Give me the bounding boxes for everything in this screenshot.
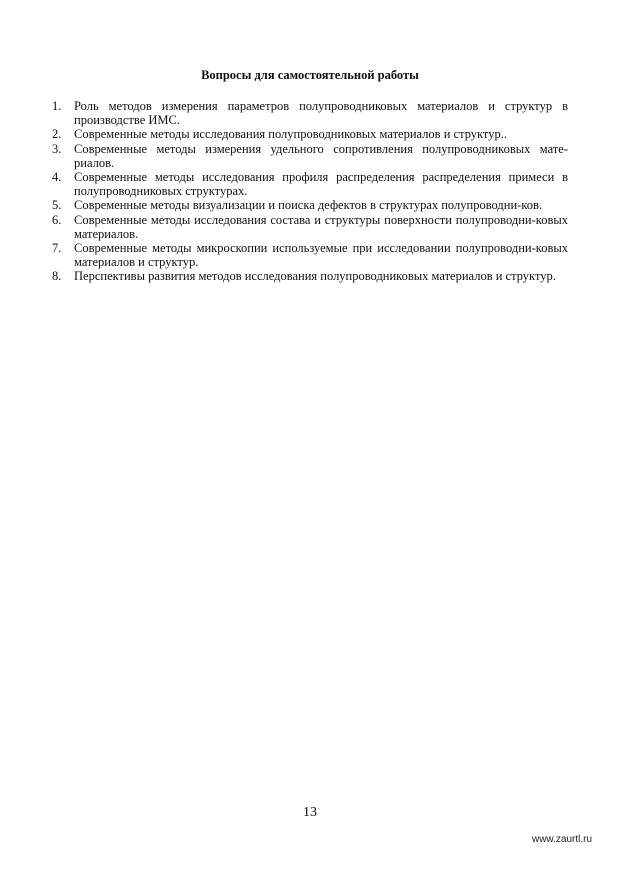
item-number: 2. [52, 127, 62, 142]
item-number: 4. [52, 170, 62, 185]
watermark-link[interactable]: www.zaurtl.ru [531, 834, 592, 845]
list-item [52, 142, 568, 170]
item-number: 6. [52, 212, 62, 227]
item-number: 3. [52, 141, 62, 156]
page-number: 13 [303, 805, 317, 820]
list-item [52, 198, 568, 212]
item-text: Современные методы исследования состава и структуры поверхности полупроводни-ковых материалов. [74, 212, 568, 241]
list-item [52, 170, 568, 198]
item-number: 5. [52, 198, 62, 213]
list-item [52, 127, 568, 141]
item-text: Современные методы микроскопии используемые при исследовании полупроводни-ковых материалов и структур. [74, 241, 568, 270]
item-text: Роль методов измерения параметров полупроводниковых материалов и структур в производстве ИМС. [74, 99, 568, 128]
list-item [52, 241, 568, 269]
item-text: Современные методы измерения удельного сопротивления полупроводниковых мате-риалов. [74, 141, 568, 170]
item-number: 8. [52, 269, 62, 284]
questions-list [52, 99, 568, 284]
list-item [52, 269, 568, 283]
item-text: Современные методы визуализации и поиска дефектов в структурах полупроводни-ков. [74, 198, 543, 213]
item-text: Перспективы развития методов исследования полупроводниковых материалов и структур. [74, 269, 556, 284]
section-heading: Вопросы для самостоятельной работы [201, 68, 419, 82]
item-text: Современные методы исследования профиля распределения распределения примеси в полупроводниковых структурах. [74, 170, 568, 199]
item-number: 1. [52, 99, 62, 113]
list-item [52, 99, 568, 127]
item-text: Современные методы исследования полупроводниковых материалов и структур.. [74, 127, 507, 142]
list-item [52, 213, 568, 241]
item-number: 7. [52, 241, 62, 256]
